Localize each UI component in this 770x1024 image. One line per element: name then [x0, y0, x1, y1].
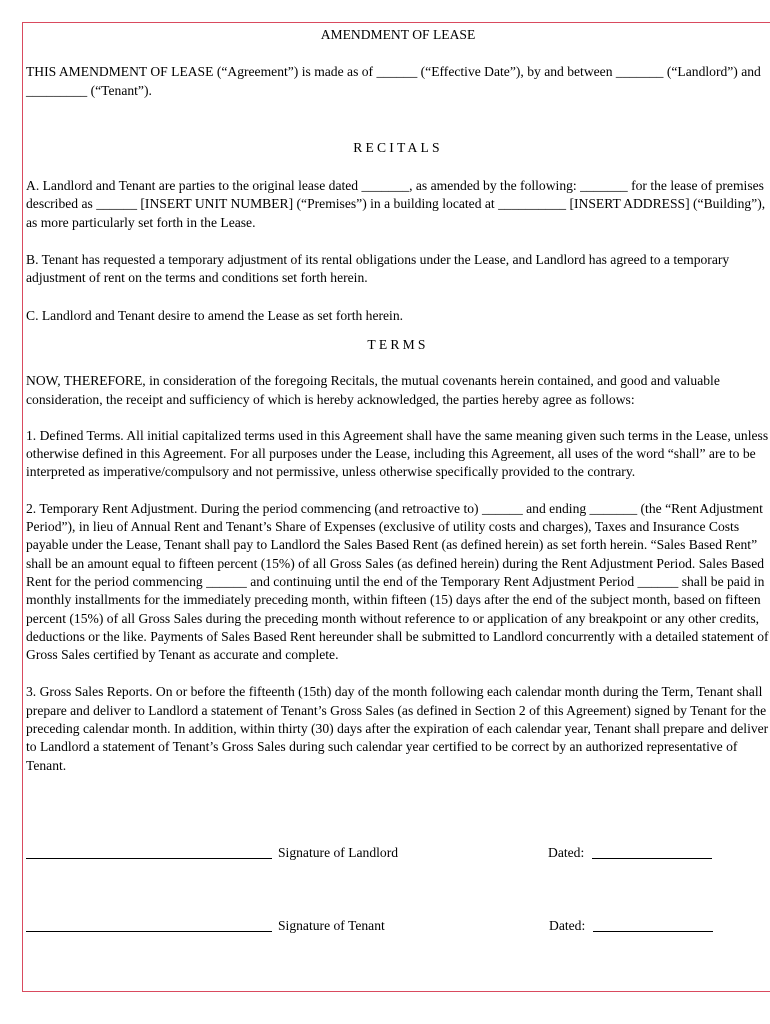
tenant-dated-line[interactable]	[593, 931, 713, 932]
tenant-dated-label: Dated:	[549, 918, 586, 933]
terms-heading: TERMS	[367, 336, 429, 352]
tenant-signature-row	[26, 918, 770, 938]
now-therefore-paragraph: NOW, THEREFORE, in consideration of the foregoing Recitals, the mutual covenants herein contained, and good and valuable consideration, the receipt and sufficiency of which is hereby acknowledged, the parties hereby agree as follows:	[26, 373, 720, 407]
document-title: AMENDMENT OF LEASE	[320, 27, 476, 42]
tenant-signature-label: Signature of Tenant	[278, 918, 385, 933]
term-temporary-rent-adjustment: 2. Temporary Rent Adjustment. During the period commencing (and retroactive to) ______ and ending _______ (the “Rent Adjustment Period”), in lieu of Annual Rent and Tenant’s Share of Expenses (exclusive of utility costs and charges), Taxes and Insurance Costs payable under the Lease, Tenant shall pay to Landlord the Sales Based Rent (as defined herein) as set forth herein. “Sales Based Rent” shall be an amount equal to fifteen percent (15%) of all Gross Sales (as defined herein) during the Rent Adjustment Period. Sales Based Rent for the period commencing ______ and continuing until the end of the Temporary Rent Adjustment Period ______ shall be paid in monthly installments for the immediately preceding month, within fifteen (15) days after the end of the subject month, based on fifteen percent (15%) of all Gross Sales during the preceding month without reference to or application of any breakpoint or any other credits, deductions or the like. Payments of Sales Based Rent hereunder shall be submitted to Landlord concurrently with a detailed statement of Gross Sales certified by Tenant as accurate and complete.	[26, 500, 769, 663]
recital-b: B. Tenant has requested a temporary adjustment of its rental obligations under the Lease, and Landlord has agreed to a temporary adjustment of rent on the terms and conditions set forth herein.	[26, 252, 730, 286]
recital-a: A. Landlord and Tenant are parties to the original lease dated _______, as amended by the following: _______ for the lease of premises described as ______ [INSERT UNIT NUMBER] (“Premises”) in a building located at __________ [INSERT ADDRESS] (“Building”), as more particularly set forth in the Lease.	[26, 178, 766, 230]
landlord-signature-row	[26, 845, 770, 865]
landlord-signature-line[interactable]	[26, 858, 272, 859]
landlord-dated-line[interactable]	[592, 858, 712, 859]
landlord-signature-label: Signature of Landlord	[278, 845, 399, 860]
lease-document	[26, 22, 770, 775]
recitals-heading: RECITALS	[353, 139, 443, 155]
landlord-dated-label: Dated:	[548, 845, 585, 860]
recital-c: C. Landlord and Tenant desire to amend the Lease as set forth herein.	[26, 307, 404, 323]
tenant-signature-line[interactable]	[26, 931, 272, 932]
intro-paragraph: THIS AMENDMENT OF LEASE (“Agreement”) is made as of ______ (“Effective Date”), by and between _______ (“Landlord”) and _________ (“Tenant”).	[26, 64, 761, 98]
term-gross-sales-reports: 3. Gross Sales Reports. On or before the fifteenth (15th) day of the month following each calendar month during the Term, Tenant shall prepare and deliver to Landlord a statement of Tenant’s Gross Sales (as defined in Section 2 of this Agreement) signed by Tenant for the preceding calendar month. In addition, within thirty (30) days after the expiration of each calendar year, Tenant shall prepare and deliver to Landlord a statement of Tenant’s Gross Sales during such calendar year certified to be correct by an authorized representative of Tenant.	[26, 684, 769, 773]
term-defined-terms: 1. Defined Terms. All initial capitalized terms used in this Agreement shall have the same meaning given such terms in the Lease, unless otherwise defined in this Agreement. For all purposes under the Lease, including this Agreement, all uses of the word “shall” are to be interpreted as imperative/compulsory and not permissive, unless otherwise specifically provided to the contrary.	[26, 427, 769, 480]
